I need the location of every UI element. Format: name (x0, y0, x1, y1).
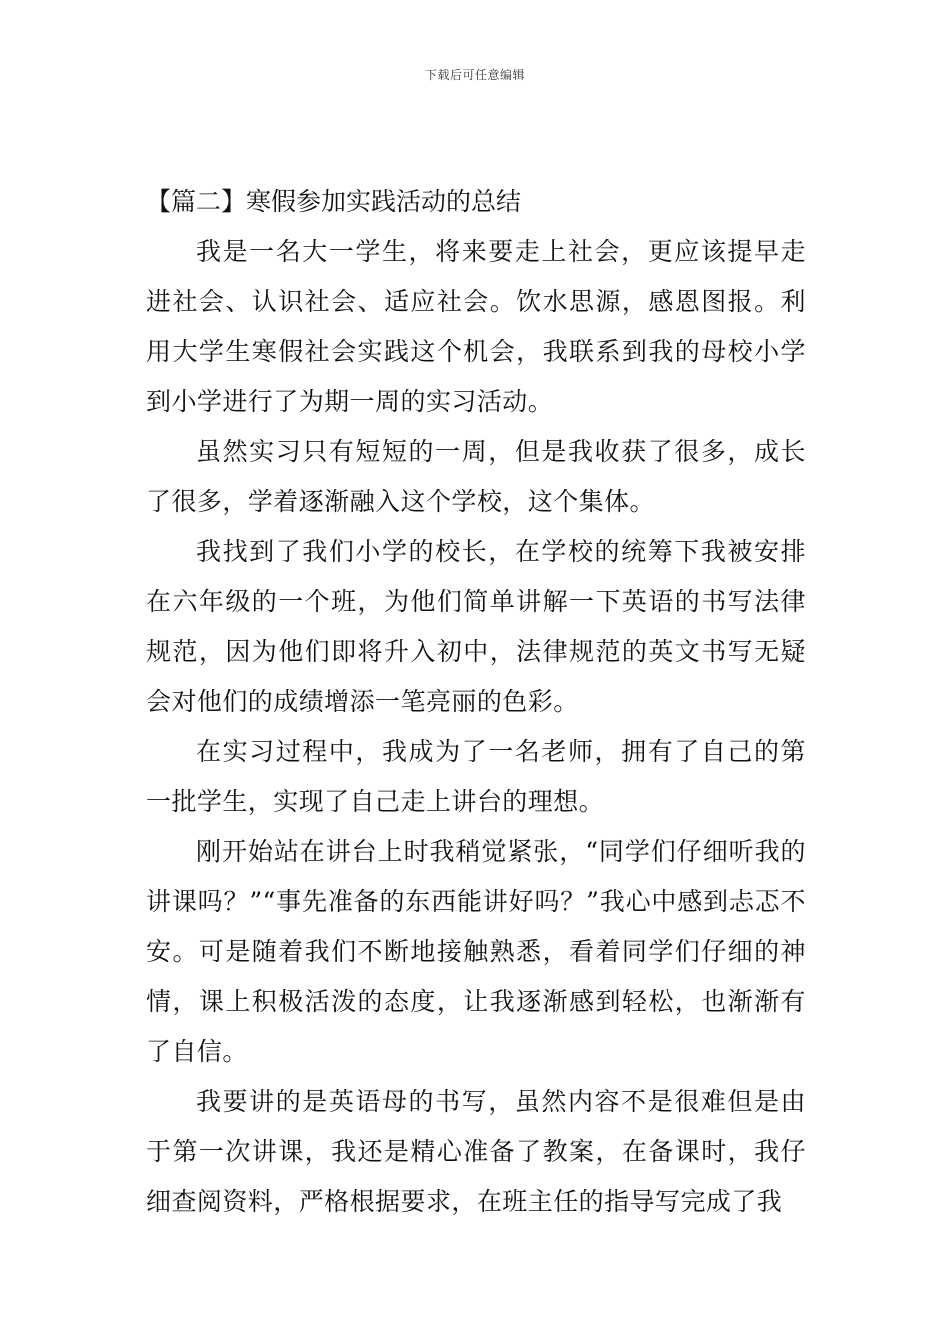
paragraph-2: 虽然实习只有短短的一周，但是我收获了很多，成长了很多，学着逐渐融入这个学校，这个集体。 (146, 437, 806, 516)
paragraph-6: 我要讲的是英语母的书写，虽然内容不是很难但是由于第一次讲课，我还是精心准备了教案，在备课时，我仔细查阅资料，严格根据要求，在班主任的指导写完成了我 (146, 1087, 806, 1216)
paragraph-5: 刚开始站在讲台上时我稍觉紧张，“同学们仔细听我的讲课吗？”“事先准备的东西能讲好吗？”我心中感到忐忑不安。可是随着我们不断地接触熟悉，看着同学们仔细的神情，课上积极活泼的态度，让我逐渐感到轻松，也渐渐有了自信。 (146, 837, 806, 1066)
paragraph-4: 在实习过程中，我成为了一名老师，拥有了自己的第一批学生，实现了自己走上讲台的理想。 (146, 737, 806, 816)
paragraph-3: 我找到了我们小学的校长，在学校的统筹下我被安排在六年级的一个班，为他们简单讲解一下英语的书写法律规范，因为他们即将升入初中，法律规范的英文书写无疑会对他们的成绩增添一笔亮丽的色彩。 (146, 537, 806, 716)
document-body (146, 177, 806, 1227)
document-title: 【篇二】寒假参加实践活动的总结 (146, 187, 522, 216)
paragraph-1: 我是一名大一学生，将来要走上社会，更应该提早走进社会、认识社会、适应社会。饮水思源，感恩图报。利用大学生寒假社会实践这个机会，我联系到我的母校小学到小学进行了为期一周的实习活动。 (146, 237, 806, 416)
page-header-note: 下载后可任意编辑 (424, 68, 525, 82)
